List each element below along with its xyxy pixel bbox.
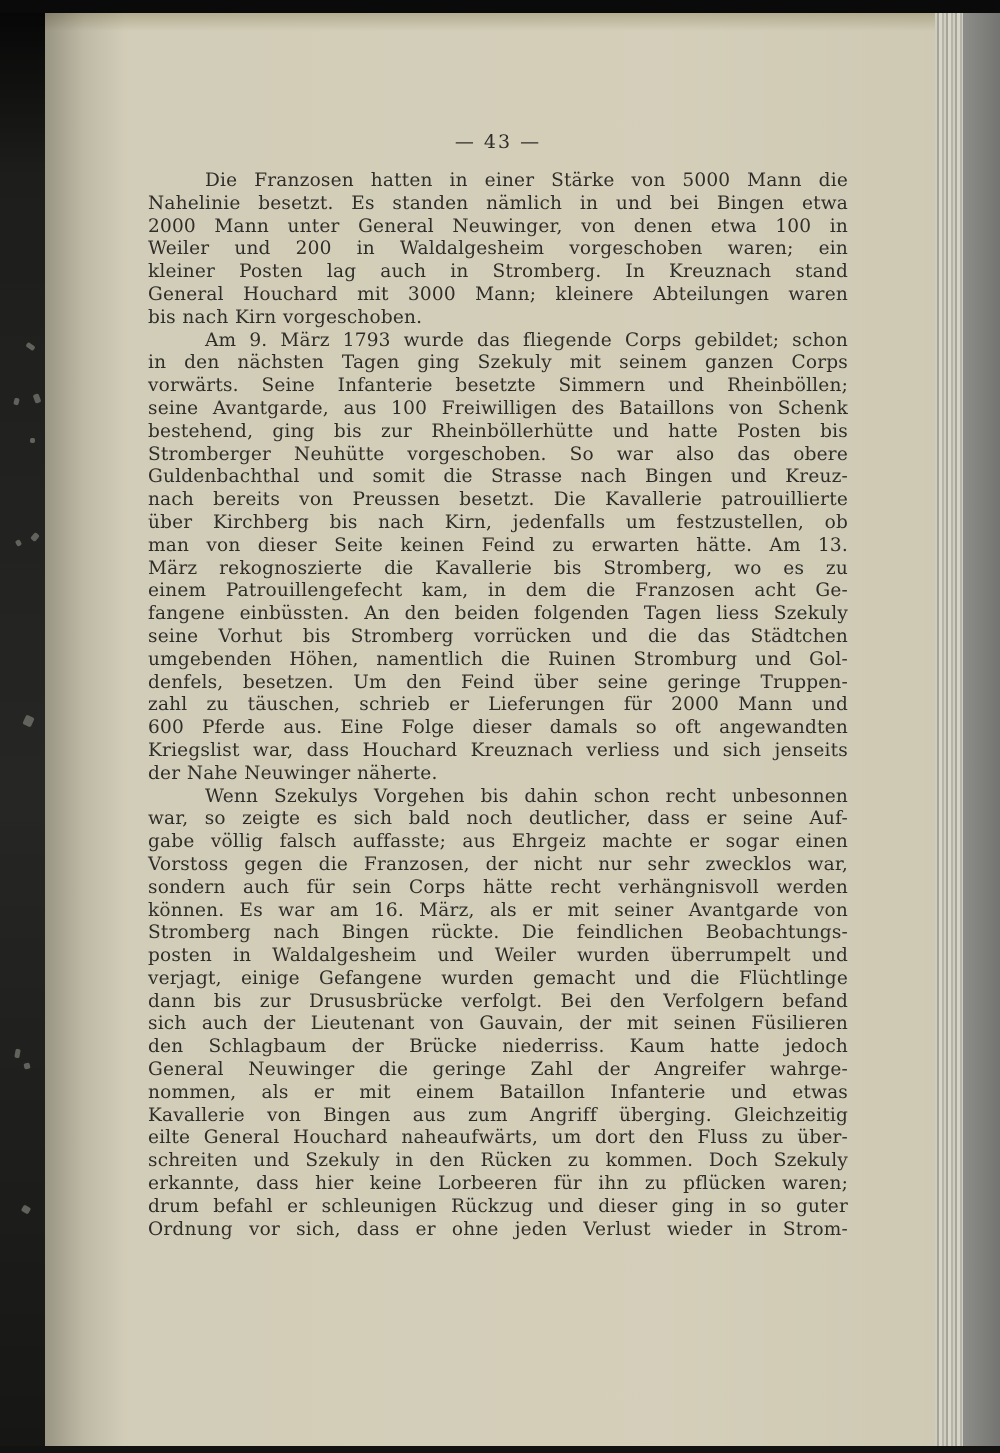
text-line: nach bereits von Preussen besetzt. Die Kavallerie patrouillierte [148, 489, 848, 511]
text-line: fangene einbüssten. An den beiden folgenden Tagen liess Szekuly [148, 603, 848, 625]
text-line: Nahelinie besetzt. Es standen nämlich in und bei Bingen etwa [148, 192, 848, 214]
text-line: über Kirchberg bis nach Kirn, jedenfalls um festzustellen, ob [148, 511, 848, 533]
text-line: drum befahl er schleunigen Rückzug und dieser ging in so guter [148, 1195, 848, 1217]
text-line: in den nächsten Tagen ging Szekuly mit seinem ganzen Corps [148, 352, 848, 374]
page-number: — 43 — [454, 131, 542, 153]
text-line: sondern auch für sein Corps hätte recht verhängnisvoll werden [148, 876, 848, 898]
text-line: bis nach Kirn vorgeschoben. [148, 306, 423, 328]
text-line: der Nahe Neuwinger näherte. [148, 762, 438, 784]
text-line: den Schlagbaum der Brücke niederriss. Kaum hatte jedoch [148, 1036, 848, 1058]
text-line: Kriegslist war, dass Houchard Kreuznach verliess und sich jenseits [148, 739, 848, 761]
text-line: zahl zu täuschen, schrieb er Lieferungen für 2000 Mann und [148, 694, 848, 716]
text-line: kleiner Posten lag auch in Stromberg. In Kreuznach stand [148, 261, 848, 283]
text-line: 600 Pferde aus. Eine Folge dieser damals so oft angewandten [148, 717, 848, 739]
scan-right-background [963, 13, 1000, 1446]
text-line: man von dieser Seite keinen Feind zu erwarten hätte. Am 13. [148, 534, 848, 556]
text-line: Am 9. März 1793 wurde das fliegende Corps gebildet; schon [205, 329, 848, 351]
text-line: Die Franzosen hatten in einer Stärke von 5000 Mann die [205, 170, 848, 191]
text-line: seine Avantgarde, aus 100 Freiwilligen des Bataillons von Schenk [148, 397, 848, 419]
text-line: nommen, als er mit einem Bataillon Infanterie und etwas [148, 1081, 848, 1103]
text-line: bestehend, ging bis zur Rheinböllerhütte und hatte Posten bis [148, 420, 848, 442]
text-line: gabe völlig falsch auffasste; aus Ehrgeiz machte er sogar einen [148, 831, 848, 853]
text-line: Kavallerie von Bingen aus zum Angriff überging. Gleichzeitig [148, 1104, 848, 1126]
text-line: Weiler und 200 in Waldalgesheim vorgeschoben waren; ein [148, 238, 848, 260]
text-line: eilte General Houchard naheaufwärts, um dort den Fluss zu über- [148, 1127, 848, 1149]
text-line: März rekognoszierte die Kavallerie bis Stromberg, wo es zu [148, 557, 848, 579]
text-line: dann bis zur Drususbrücke verfolgt. Bei den Verfolgern befand [148, 990, 848, 1012]
text-line: Wenn Szekulys Vorgehen bis dahin schon recht unbesonnen [205, 785, 848, 807]
text-line: Guldenbachthal und somit die Strasse nach Bingen und Kreuz- [148, 466, 848, 488]
scan-bottom-edge [0, 1446, 1000, 1453]
text-line: können. Es war am 16. März, als er mit seiner Avantgarde von [148, 899, 848, 921]
paragraph [148, 170, 848, 330]
scan-left-edge [0, 0, 45, 1453]
paragraph [148, 786, 848, 1242]
text-block [148, 170, 848, 1241]
text-line: einem Patrouillengefecht kam, in dem die Franzosen acht Ge- [148, 580, 848, 602]
scan-top-edge [0, 0, 1000, 13]
text-line: sich auch der Lieutenant von Gauvain, der mit seinen Füsilieren [148, 1013, 848, 1035]
text-line: General Neuwinger die geringe Zahl der Angreifer wahrge- [148, 1059, 848, 1081]
text-line: Stromberg nach Bingen rückte. Die feindlichen Beobachtungs- [148, 922, 848, 944]
margin-mark [30, 438, 35, 443]
page-edges [935, 13, 963, 1446]
page [45, 13, 935, 1446]
text-line: denfels, besetzen. Um den Feind über seine geringe Truppen- [148, 671, 848, 693]
binding-shadow [45, 13, 125, 1446]
text-line: war, so zeigte es sich bald noch deutlicher, dass er seine Auf- [148, 808, 848, 830]
text-line: umgebenden Höhen, namentlich die Ruinen Stromburg und Gol- [148, 648, 848, 670]
text-line: verjagt, einige Gefangene wurden gemacht und die Flüchtlinge [148, 967, 848, 989]
text-line: schreiten und Szekuly in den Rücken zu kommen. Doch Szekuly [148, 1150, 848, 1172]
text-line: Ordnung vor sich, dass er ohne jeden Verlust wieder in Strom- [148, 1218, 848, 1240]
paragraph [148, 330, 848, 786]
text-line: vorwärts. Seine Infanterie besetzte Simmern und Rheinböllen; [148, 375, 848, 397]
text-line: Stromberger Neuhütte vorgeschoben. So war also das obere [148, 443, 848, 465]
text-line: 2000 Mann unter General Neuwinger, von denen etwa 100 in [148, 215, 848, 237]
text-line: posten in Waldalgesheim und Weiler wurden überrumpelt und [148, 945, 848, 967]
text-line: Vorstoss gegen die Franzosen, der nicht nur sehr zwecklos war, [148, 853, 848, 875]
text-line: General Houchard mit 3000 Mann; kleinere Abteilungen waren [148, 283, 848, 305]
text-line: erkannte, dass hier keine Lorbeeren für ihn zu pflücken waren; [148, 1173, 848, 1195]
text-line: seine Vorhut bis Stromberg vorrücken und die das Städtchen [148, 625, 848, 647]
